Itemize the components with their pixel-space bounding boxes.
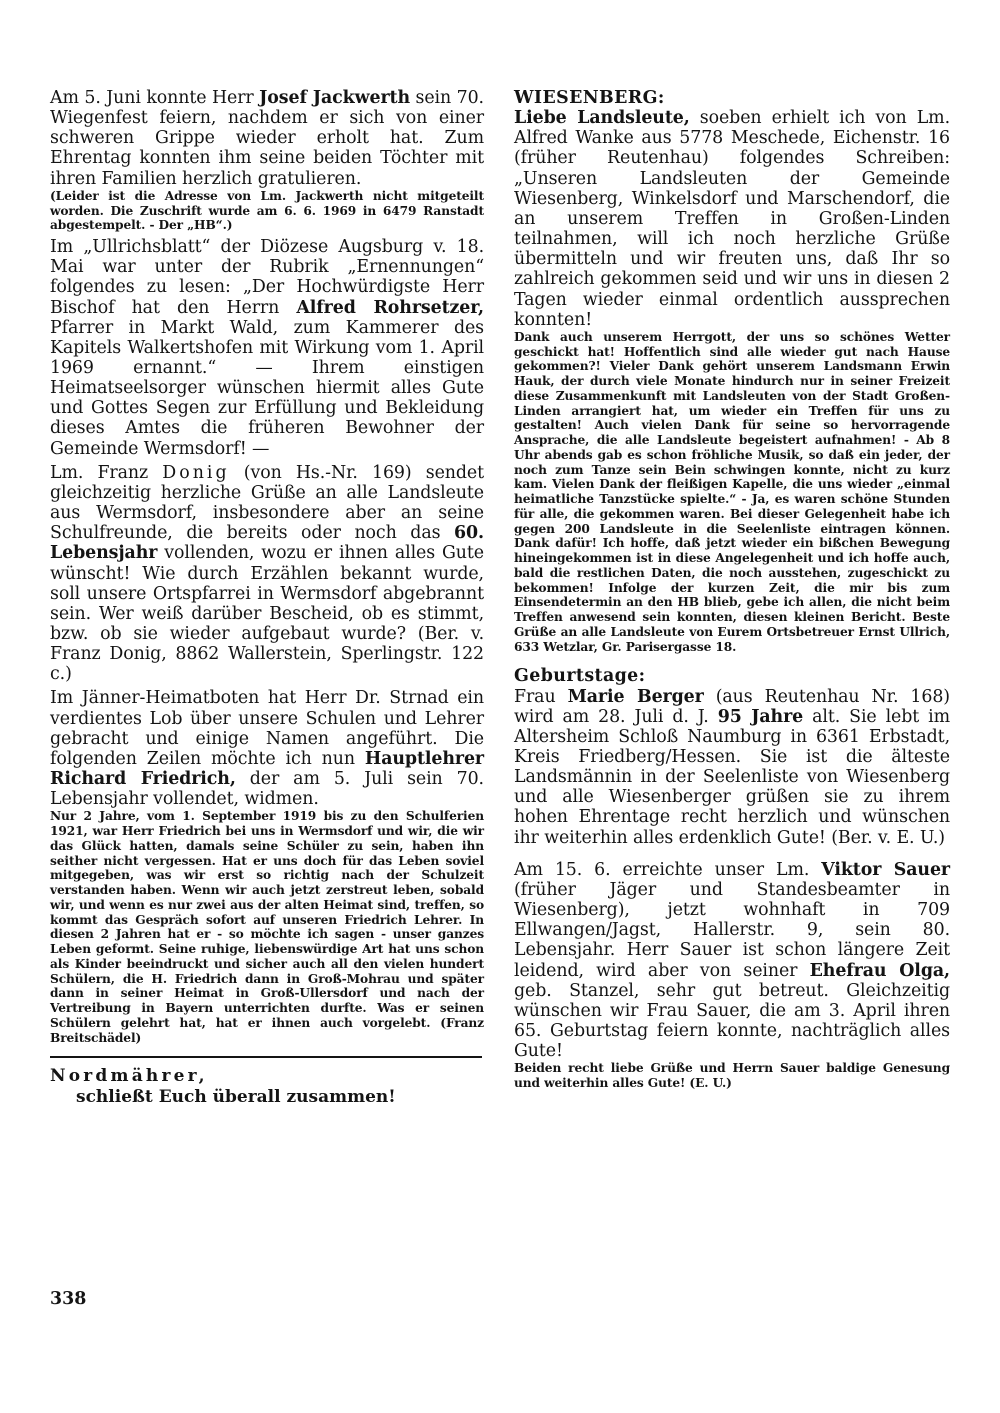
text-segment: Frau bbox=[514, 686, 568, 707]
article-jackwerth bbox=[50, 88, 484, 189]
article-friedrich-body: Nur 2 Jahre, vom 1. September 1919 bis zu den Schulferien 1921, war Herr Friedrich bei uns in Wermsdorf und wir, die wir das Glück hatten, damals seine Schüler zu sein, haben ihn seither nicht vergessen. Hat er uns doch für das Leben soviel mitgegeben, was wir erst so richtig nach der Schulzeit verstanden haben. Wenn wir auch jetzt zerstreut leben, sobald wir, und wenn es nur zwei aus der alten Heimat sind, treffen, so kommt das Gespräch sofort auf unseren Friedrich Lehrer. In diesen 2 Jahren hat er - so möchte ich sagen - unser ganzes Leben geformt. Seine ruhige, liebenswürdige Art hat uns schon als Kinder beeindruckt und sicher auch all den vielen hundert Schülern, die H. Friedrich dann in Groß-Mohrau und später dann in seiner Heimat in Groß-Ullersdorf und nach der Vertreibung in Bayern unterrichten durfte. Was er seinen Schülern gelehrt hat, hat er ihnen auch vorgelebt. (Franz Breitschädel) bbox=[50, 809, 484, 1045]
note-jackwerth-address: (Leider ist die Adresse von Lm. Jackwerth nicht mitgeteilt worden. Die Zuschrift wurde am 6. 6. 1969 in 6479 Ranstadt abgestempelt. - Der „HB“.) bbox=[50, 188, 484, 233]
text-segment: (aus Reutenhau Nr. 168) wird am 28. Juli d. J. bbox=[514, 686, 950, 727]
text-segment: Lm. Franz bbox=[50, 462, 163, 483]
article-treffen-report: Dank auch unserem Herrgott, der uns so schönes Wetter geschickt hat! Hoffentlich sind alle wieder gut nach Hause gekommen?! Vieler Dank gehört unserem Landsmann Erwin Hauk, der durch viele Monate hindurch nur in seiner Freizeit diese Zusammenkunft mit Landsleuten von der Stadt Großen-Linden arrangiert hat, um wieder ein Treffen für uns zu gestalten! Auch vielen Dank für seine so hervorragende Ansprache, die alle Landsleute begeistert aufnahmen! - Ab 8 Uhr abends gab es schon fröhliche Musik, so daß ein jeder, der noch zum Tanze sein Bein schwingen konnte, nicht zu kurz kam. Vielen Dank der fleißigen Kapelle, die uns wieder „einmal heimatliche Tanzstücke spielte.“ - Ja, es waren schöne Stunden für alle, die gekommen waren. Bei dieser Gelegenheit habe ich gegen 200 Landsleute in die Seelenliste eintragen können. Dank dafür! Ich hoffe, daß jetzt wieder ein bißchen Bewegung hineingekommen ist in diese Angelegenheit und ich hoffe auch, bald die restlichen Daten, die noch ausstehen, zugeschickt zu bekommen! Infolge der kurzen Zeit, die mir bis zum Einsendetermin an den HB blieb, gebe ich allen, die nicht beim Treffen anwesend sein konnten, diesen kleinen Bericht. Beste Grüße an alle Landsleute von Eurem Ortsbetreuer Ernst Ullrich, 633 Wetzlar, Gr. Parisergasse 18. bbox=[514, 329, 950, 654]
article-marie-berger bbox=[514, 687, 950, 848]
left-column bbox=[50, 88, 484, 1108]
name-viktor-sauer: Viktor Sauer bbox=[821, 859, 950, 880]
highlight-95-jahre: 95 Jahre bbox=[717, 706, 804, 727]
slogan-line-1: Nordmährer, bbox=[50, 1066, 208, 1087]
text-segment: soeben erhielt ich von Lm. Alfred Wanke aus 5778 Meschede, Eichenstr. 16 (früher Reutenhau) folgendes Schreiben: „Unseren Landsleuten der Gemeinde Wiesenberg, Winkelsdorf und Marschendorf, die an unserem Treffen in Großen-Linden teilnahmen, will ich noch herzliche Grüße übermitteln und wir freuten uns, daß Ihr so zahlreich gekommen seid und wir uns in diesen 2 Tagen wieder einmal ordentlich aussprechen konnten! bbox=[514, 108, 950, 330]
article-donig bbox=[50, 463, 484, 685]
text-segment: (von Hs.-Nr. 169) sendet gleichzeitig herzliche Grüße an alle Landsleute aus Wermsdorf, insbesondere aber an seine Schulfreunde, die bereits oder noch das bbox=[50, 462, 485, 544]
text-segment: Im „Ullrichsblatt“ der Diözese Augsburg v. 18. Mai war unter der Rubrik „Ernennungen“ folgendes zu lesen: „Der Hochwürdigste Herr Bischof hat den Herrn bbox=[50, 237, 484, 318]
text-segment: (früher Jäger und Standesbeamter in Wiesenberg), jetzt wohnhaft in 709 Ellwangen/Jagst, Hallerstr. 9, sein 80. Lebensjahr. Herr Sauer ist schon längere Zeit leidend, wird aber von seiner bbox=[514, 879, 950, 981]
section-heading-geburtstage: Geburtstage: bbox=[514, 666, 646, 687]
right-column bbox=[514, 88, 950, 1091]
section-heading-wiesenberg: WIESENBERG: bbox=[514, 88, 665, 108]
page-number: 338 bbox=[50, 1289, 87, 1309]
text-segment: sein 70. Wiegenfest feiern, nachdem er sich von einer schweren Grippe wieder erholt hat. Zum Ehrentag konnten ihm seine beiden Töchter mit ihren Familien herzlich gratulieren. bbox=[50, 88, 484, 189]
name-ehefrau-olga: Ehefrau Olga, bbox=[809, 960, 950, 981]
article-viktor-sauer bbox=[514, 860, 950, 1062]
text-segment: der am 5. Juli sein 70. Lebensjahr vollendet, widmen. bbox=[50, 769, 484, 810]
text-segment: Am 5. Juni konnte Herr bbox=[50, 88, 260, 108]
divider bbox=[50, 1056, 482, 1058]
salutation: Liebe Landsleute, bbox=[514, 108, 690, 129]
slogan-line-2: schließt Euch überall zusammen! bbox=[76, 1087, 396, 1108]
text-segment: Pfarrer in Markt Wald, zum Kammerer des Kapitels Walkertshofen mit Wirkung vom 1. April 1969 ernannt.“ — Ihrem einstigen Heimatseelsorger wünschen hiermit alles Gute und Gottes Segen zur Erfüllung und Bekleidung dieses Amtes die früheren Bewohner der Gemeinde Wermsdorf! — bbox=[50, 317, 484, 459]
name-josef-jackwerth: Josef Jackwerth bbox=[259, 88, 410, 108]
note-sauer-greetings: Beiden recht liebe Grüße und Herrn Sauer baldige Genesung und weiterhin alles Gute! (E. U.) bbox=[514, 1061, 950, 1091]
highlight-lebensjahr: 60. Lebensjahr bbox=[50, 523, 484, 564]
text-segment: Im Jänner-Heimatboten hat Herr Dr. Strnad ein verdientes Lob über unsere Schulen und Lehrer gebracht und einige Namen angeführt. Die folgenden Zeilen möchte ich nun bbox=[50, 688, 484, 769]
text-segment: Am 15. 6. erreichte unser Lm. bbox=[514, 859, 822, 880]
article-wanke-letter bbox=[514, 108, 950, 330]
article-rohrsetzer bbox=[50, 237, 484, 459]
name-alfred-rohrsetzer: Alfred Rohrsetzer, bbox=[296, 297, 484, 318]
text-segment: alt. Sie lebt im Altersheim Schloß Naumburg in 6361 Erbstadt, Kreis Friedberg/Hessen. Sie ist die älteste Landsmännin in der Seelenliste von Wiesenberg und alle Wiesenberger grüßen sie zu ihrem hohen Ehrentage recht herzlich und wünschen ihr weiterhin alles erdenklich Gute! (Ber. v. E. U.) bbox=[514, 706, 951, 848]
text-segment: geb. Stanzel, sehr gut betreut. Gleichzeitig wünschen wir Frau Sauer, die am 3. April ihren 65. Geburtstag feiern konnte, nachträglich alles Gute! bbox=[514, 980, 950, 1062]
text-segment: vollenden, wozu er ihnen alles Gute wünscht! Wie durch Erzählen bekannt wurde, soll unsere Ortspfarrei in Wermsdorf abgebrannt sein. Wer weiß darüber Bescheid, ob es stimmt, bzw. ob sie wieder aufgebaut wurde? (Ber. v. Franz Donig, 8862 Wallerstein, Sperlingstr. 122 c.) bbox=[50, 543, 484, 685]
article-friedrich-intro bbox=[50, 688, 484, 809]
name-marie-berger: Marie Berger bbox=[567, 686, 704, 707]
name-richard-friedrich: Hauptlehrer Richard Friedrich, bbox=[50, 748, 484, 790]
name-donig: Donig bbox=[162, 462, 230, 483]
